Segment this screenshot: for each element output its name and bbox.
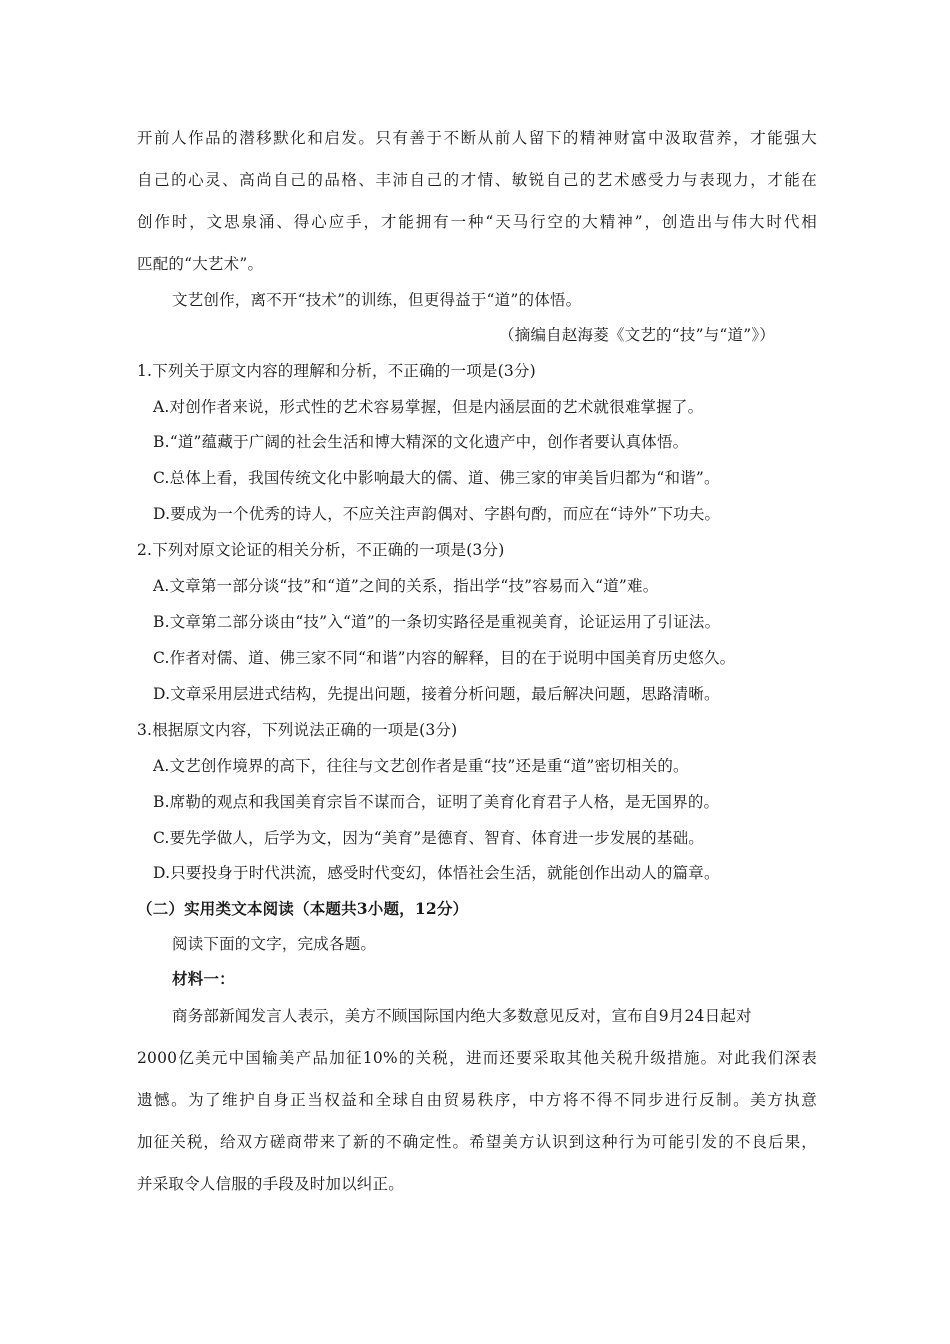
question-1-option-a: A.对创作者来说，形式性的艺术容易掌握，但是内涵层面的艺术就很难掌握了。 [153,398,704,416]
passage-conclusion: 文艺创作，离不开“技术”的训练，但更得益于“道”的体悟。 [172,291,582,309]
passage-line: 创作时，文思泉涌、得心应手，才能拥有一种“天马行空的大精神”，创造出与伟大时代相 [137,213,817,231]
question-3-option-a: A.文艺创作境界的高下，往往与文艺创作者是重“技”还是重“道”密切相关的。 [153,757,689,775]
material-line: 商务部新闻发言人表示，美方不顾国际国内绝大多数意见反对，宣布自9月24日起对 [172,1007,752,1025]
passage-line: 自己的心灵、高尚自己的品格、丰沛自己的才情、敏锐自己的艺术感受力与表现力，才能在 [137,171,817,189]
material-line: 加征关税，给双方磋商带来了新的不确定性。希望美方认识到这种行为可能引发的不良后果， [137,1133,817,1151]
question-3-stem: 3.根据原文内容，下列说法正确的一项是(3分) [137,721,458,739]
question-1-option-c: C.总体上看，我国传统文化中影响最大的儒、道、佛三家的审美旨归都为“和谐”。 [153,469,720,487]
material-line: 遗憾。为了维护自身正当权益和全球自由贸易秩序，中方将不得不同步进行反制。美方执意 [137,1091,817,1109]
question-2-option-d: D.文章采用层进式结构，先提出问题，接着分析问题，最后解决问题，思路清晰。 [153,685,720,703]
question-2-stem: 2.下列对原文论证的相关分析，不正确的一项是(3分) [137,541,505,559]
passage-source: （摘编自赵海菱《文艺的“技”与“道”》） [499,326,775,344]
section-heading: （二）实用类文本阅读（本题共3小题，12分） [137,899,469,918]
question-1-option-d: D.要成为一个优秀的诗人，不应关注声韵偶对、字斟句酌，而应在“诗外”下功夫。 [153,505,721,523]
question-2-option-c: C.作者对儒、道、佛三家不同“和谐”内容的解释，目的在于说明中国美育历史悠久。 [153,649,736,667]
section-instruction: 阅读下面的文字，完成各题。 [172,935,377,953]
question-1-option-b: B.“道”蕴藏于广阔的社会生活和博大精深的文化遗产中，创作者要认真体悟。 [153,433,689,451]
passage-line: 开前人作品的潜移默化和启发。只有善于不断从前人留下的精神财富中汲取营养，才能强大 [137,129,817,147]
material-label: 材料一： [172,969,235,988]
question-1-stem: 1.下列关于原文内容的理解和分析，不正确的一项是(3分) [137,362,536,380]
material-line: 并采取令人信服的手段及时加以纠正。 [137,1175,404,1193]
material-line: 2000亿美元中国输美产品加征10%的关税，进而还要采取其他关税升级措施。对此我们深表 [137,1049,817,1067]
question-2-option-a: A.文章第一部分谈“技”和“道”之间的关系，指出学“技”容易而入“道”难。 [153,577,659,595]
question-3-option-c: C.要先学做人，后学为文，因为“美育”是德育、智育、体育进一步发展的基础。 [153,829,704,847]
question-2-option-b: B.文章第二部分谈由“技”入“道”的一条切实路径是重视美育，论证运用了引证法。 [153,613,721,631]
passage-line: 匹配的“大艺术”。 [137,255,264,273]
question-3-option-d: D.只要投身于时代洪流，感受时代变幻，体悟社会生活，就能创作出动人的篇章。 [153,864,720,882]
question-3-option-b: B.席勒的观点和我国美育宗旨不谋而合，证明了美育化育君子人格，是无国界的。 [153,793,720,811]
